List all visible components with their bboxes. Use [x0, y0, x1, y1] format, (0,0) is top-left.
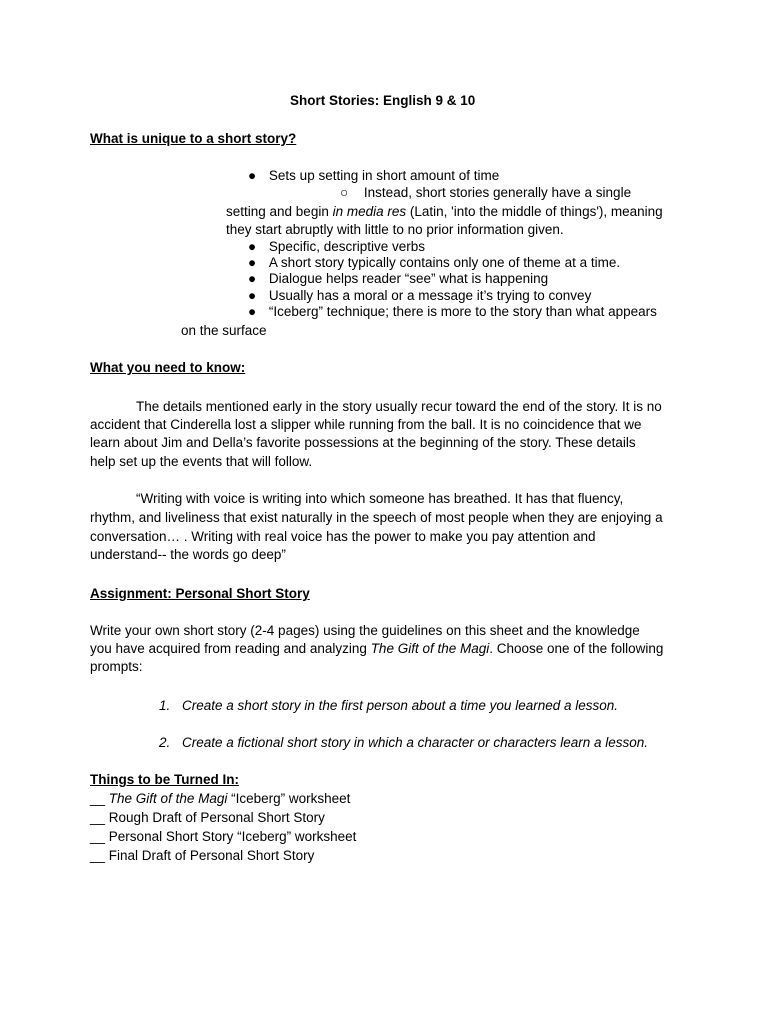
prompt-item: [159, 734, 648, 752]
sub-bullet-item: [340, 184, 631, 202]
quote-line: understand-- the words go deep”: [90, 547, 286, 562]
bullet-text: A short story typically contains only one of theme at a time.: [268, 255, 621, 270]
bullet-text: Specific, descriptive verbs: [268, 239, 425, 254]
bullet-marker: ●: [248, 168, 257, 183]
bullet-item: [248, 167, 499, 185]
page-title: Short Stories: English 9 & 10: [290, 93, 476, 108]
checklist-text: Rough Draft of Personal Short Story: [108, 810, 325, 825]
bullet-text: Sets up setting in short amount of time: [268, 168, 500, 183]
text-run: setting and begin: [226, 204, 333, 219]
bullet-text: Dialogue helps reader “see” what is happening: [268, 271, 549, 286]
quote-line: “Writing with voice is writing into which someone has breathed. It has that fluency,: [136, 491, 624, 506]
sub-bullet-continuation: they start abruptly with little to no prior information given.: [226, 222, 564, 237]
bullet-marker: ●: [248, 255, 257, 270]
assignment-intro-line: Write your own short story (2-4 pages) using the guidelines on this sheet and the knowledge: [90, 623, 640, 638]
bullet-marker: ●: [248, 271, 257, 286]
checklist-blank: __: [90, 829, 106, 844]
bullet-item: [248, 303, 657, 321]
sub-bullet-continuation: [226, 203, 663, 221]
paragraph-line: help set up the events that will follow.: [90, 454, 313, 469]
section-heading-assignment: Assignment: Personal Short Story: [90, 586, 310, 601]
italic-title: The Gift of the Magi: [370, 641, 490, 656]
italic-term: in media res: [332, 204, 407, 219]
assignment-intro-line: prompts:: [90, 659, 143, 674]
text-run: you have acquired from reading and analyzing: [90, 641, 371, 656]
bullet-marker: ●: [248, 239, 257, 254]
assignment-intro-line: [90, 640, 663, 658]
prompt-number: 2.: [159, 735, 171, 750]
quote-line: conversation… . Writing with real voice has the power to make you pay attention and: [90, 529, 596, 544]
prompt-text: Create a fictional short story in which a character or characters learn a lesson.: [182, 735, 648, 750]
section-heading-unique: What is unique to a short story?: [90, 131, 297, 146]
bullet-marker: ●: [248, 288, 257, 303]
text-run: (Latin, 'into the middle of things'), meaning: [406, 204, 663, 219]
checklist-blank: __: [90, 810, 106, 825]
sub-bullet-text: Instead, short stories generally have a single: [363, 185, 632, 200]
bullet-item: [248, 270, 548, 288]
checklist-item: [90, 847, 314, 865]
bullet-continuation: on the surface: [181, 323, 267, 338]
bullet-marker: ●: [248, 304, 257, 319]
section-heading-need-to-know: What you need to know:: [90, 360, 246, 375]
checklist-text: Personal Short Story “Iceberg” worksheet: [108, 829, 357, 844]
sub-bullet-marker: ○: [340, 185, 349, 200]
prompt-item: [159, 697, 618, 715]
italic-title: The Gift of the Magi: [108, 791, 228, 806]
checklist-text: Final Draft of Personal Short Story: [108, 848, 315, 863]
bullet-text: “Iceberg” technique; there is more to the story than what appears: [268, 304, 657, 319]
quote-line: rhythm, and liveliness that exist naturally in the speech of most people when they are enjoying a: [90, 510, 663, 525]
checklist-item: [90, 809, 325, 827]
prompt-text: Create a short story in the first person about a time you learned a lesson.: [182, 698, 619, 713]
text-run: . Choose one of the following: [489, 641, 664, 656]
paragraph-line: accident that Cinderella lost a slipper while running from the ball. It is no coincidence that we: [90, 417, 642, 432]
checklist-item: [90, 828, 356, 846]
prompt-number: 1.: [159, 698, 171, 713]
bullet-text: Usually has a moral or a message it’s trying to convey: [268, 288, 592, 303]
checklist-text: “Iceberg” worksheet: [227, 791, 351, 806]
section-heading-turned-in: Things to be Turned In:: [90, 772, 239, 787]
paragraph-line: The details mentioned early in the story usually recur toward the end of the story. It is no: [136, 399, 662, 414]
checklist-blank: __: [90, 848, 106, 863]
checklist-blank: __: [90, 791, 106, 806]
paragraph-line: learn about Jim and Della’s favorite possessions at the beginning of the story. These details: [90, 435, 636, 450]
checklist-item: [90, 790, 350, 808]
